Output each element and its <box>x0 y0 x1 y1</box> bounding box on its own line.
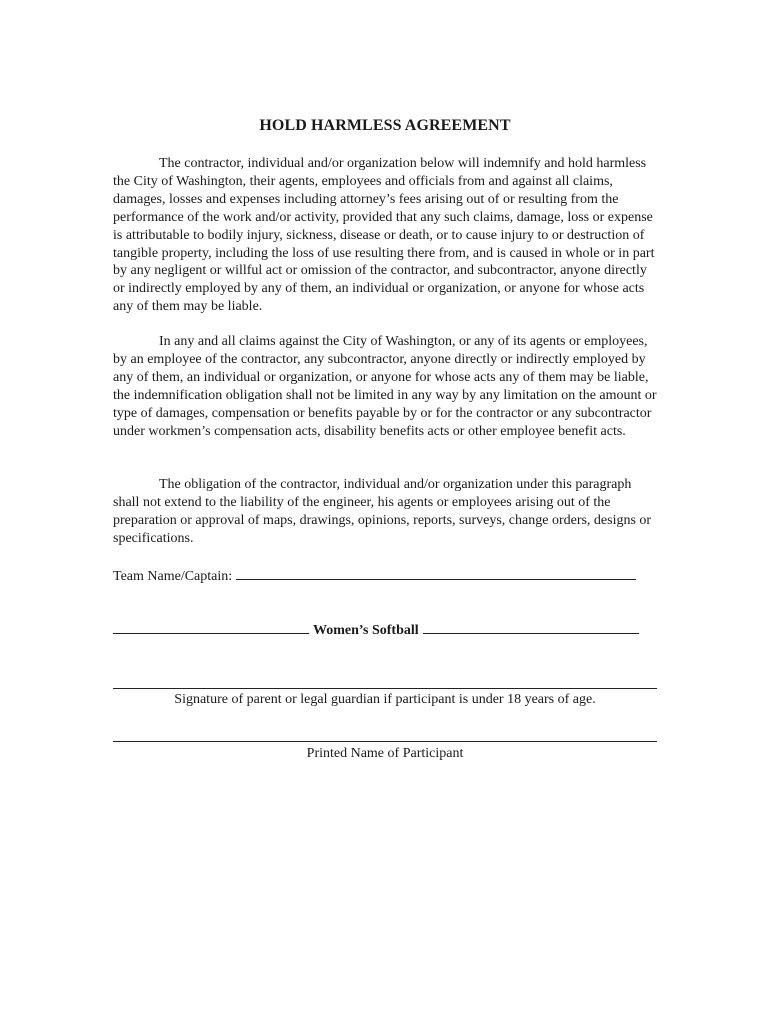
sport-label: Women’s Softball <box>313 623 419 638</box>
printed-name-caption: Printed Name of Participant <box>306 746 464 761</box>
printed-name-line[interactable] <box>113 741 657 742</box>
sport-row <box>113 619 639 640</box>
team-name-row <box>113 565 636 586</box>
sport-blank-field[interactable] <box>423 619 487 634</box>
indemnity-paragraph: The contractor, individual and/or organization below will indemnify and hold harmless the City of Washington, their agents, employees and officials from and against all claims, damages, losses and expenses including attorney’s fees arising out of or resulting from the performance of the work and/or activity, provided that any such claims, damage, loss or expense is attributable to bodily injury, sickness, disease or death, or to cause injury to or destruction of tangible property, including the loss of use resulting there from, and is caused in whole or in part by any negligent or willful act or omission of the contractor, and subcontractor, anyone directly or indirectly employed by any of them, an individual or organization, or anyone for whose acts any of them may be liable. <box>113 156 655 315</box>
team-name-label: Team Name/Captain: <box>113 569 233 584</box>
claims-paragraph: In any and all claims against the City of Washington, or any of its agents or employees, by an employee of the contractor, any subcontractor, anyone directly or indirectly employed by any of them, an individual or organization, or anyone for whose acts any of them may be liable, the indemnification obligation shall not be limited in any way by any limitation on the amount or type of damages, compensation or benefits payable by or for the contractor or any subcontractor under workmen’s compensation acts, disability benefits acts or other employee benefit acts. <box>113 334 657 439</box>
team-name-field[interactable] <box>236 565 636 580</box>
sport-extra-field[interactable] <box>487 619 639 634</box>
document-title: HOLD HARMLESS AGREEMENT <box>259 117 511 134</box>
participant-name-field[interactable] <box>113 619 309 634</box>
guardian-signature-caption: Signature of parent or legal guardian if participant is under 18 years of age. <box>174 692 596 707</box>
guardian-signature-line[interactable] <box>113 688 657 689</box>
obligation-paragraph: The obligation of the contractor, individual and/or organization under this paragraph shall not extend to the liability of the engineer, his agents or employees arising out of the preparation or approval of maps, drawings, opinions, reports, surveys, change orders, designs or specifications. <box>113 477 652 546</box>
